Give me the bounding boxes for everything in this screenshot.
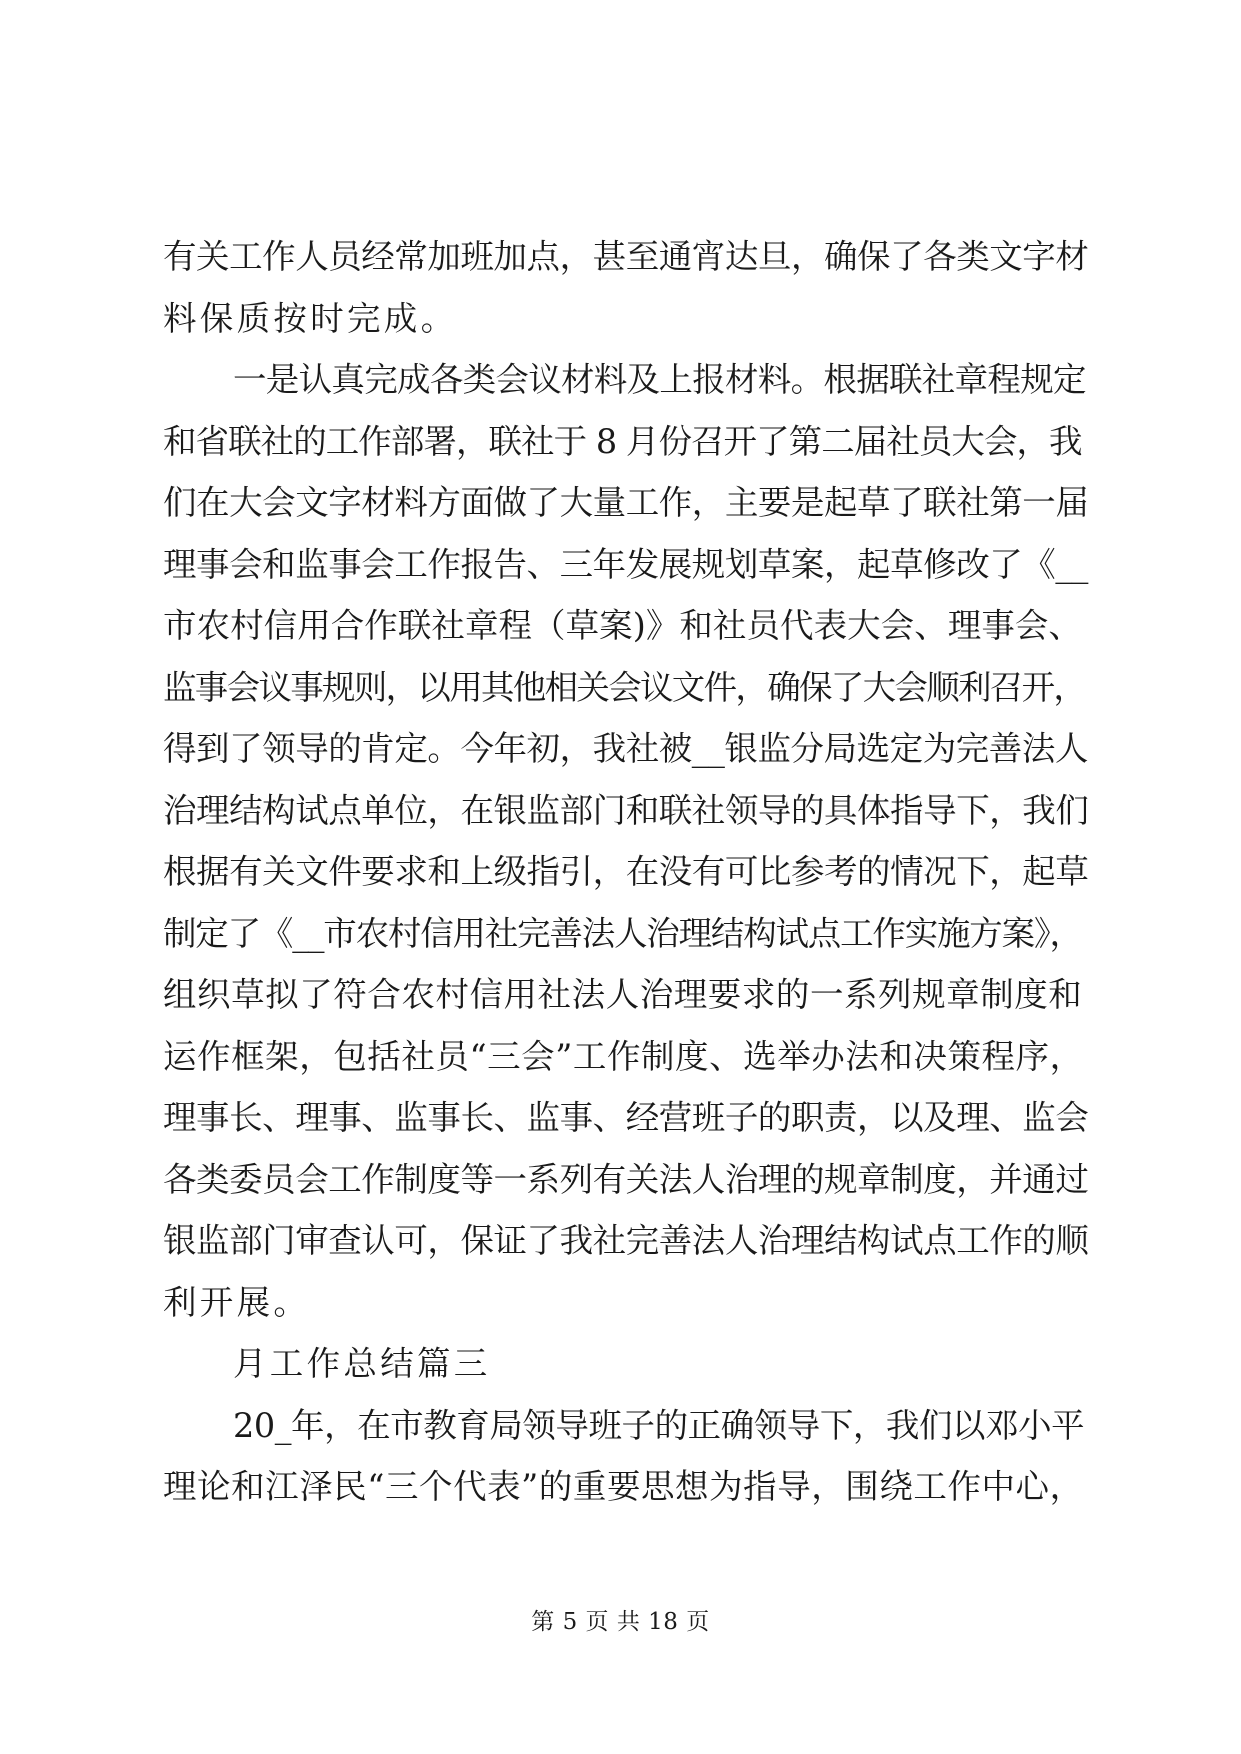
text-line: 理论和江泽民“三个代表”的重要思想为指导，围绕工作中心，	[163, 1467, 1084, 1506]
text-line: 料保质按时完成。	[163, 298, 458, 338]
text-line: 制定了《__市农村信用社完善法人治理结构试点工作实施方案》，	[163, 913, 1082, 953]
text-line: 理事长、理事、监事长、监事、经营班子的职责，以及理、监会	[163, 1098, 1089, 1137]
paragraph-start-line: 20_年，在市教育局领导班子的正确领导下，我们以邓小平	[233, 1405, 1085, 1445]
text-line: 运作框架，包括社员“三会”工作制度、选举办法和决策程序，	[163, 1036, 1084, 1076]
text-line: 组织草拟了符合农村信用社法人治理要求的一系列规章制度和	[163, 975, 1083, 1014]
text-line: 和省联社的工作部署，联社于 8 月份召开了第二届社员大会，我	[163, 421, 1082, 461]
section-heading: 月工作总结篇三	[233, 1344, 491, 1383]
page-footer: 第 5 页 共 18 页	[531, 1609, 710, 1635]
text-line: 市农村信用合作联社章程（草案)》和社员代表大会、理事会、	[163, 606, 1082, 645]
text-line: 各类委员会工作制度等一系列有关法人治理的规章制度，并通过	[163, 1159, 1089, 1199]
text-line: 利开展。	[163, 1282, 311, 1322]
text-line: 银监部门审查认可，保证了我社完善法人治理结构试点工作的顺	[163, 1221, 1089, 1260]
text-line: 理事会和监事会工作报告、三年发展规划草案，起草修改了《__	[163, 544, 1088, 584]
text-line: 监事会议事规则，以用其他相关会议文件，确保了大会顺利召开，	[163, 667, 1086, 707]
text-line: 治理结构试点单位，在银监部门和联社领导的具体指导下，我们	[163, 790, 1089, 830]
text-line: 们在大会文字材料方面做了大量工作，主要是起草了联社第一届	[163, 483, 1089, 522]
paragraph-start-line: 一是认真完成各类会议材料及上报材料。根据联社章程规定	[233, 360, 1086, 399]
body-text	[163, 226, 1088, 1518]
text-line: 根据有关文件要求和上级指引，在没有可比参考的情况下，起草	[163, 852, 1089, 891]
text-line: 有关工作人员经常加班加点，甚至通宵达旦，确保了各类文字材	[163, 237, 1089, 276]
text-line: 得到了领导的肯定。今年初，我社被__银监分局选定为完善法人	[163, 729, 1088, 768]
